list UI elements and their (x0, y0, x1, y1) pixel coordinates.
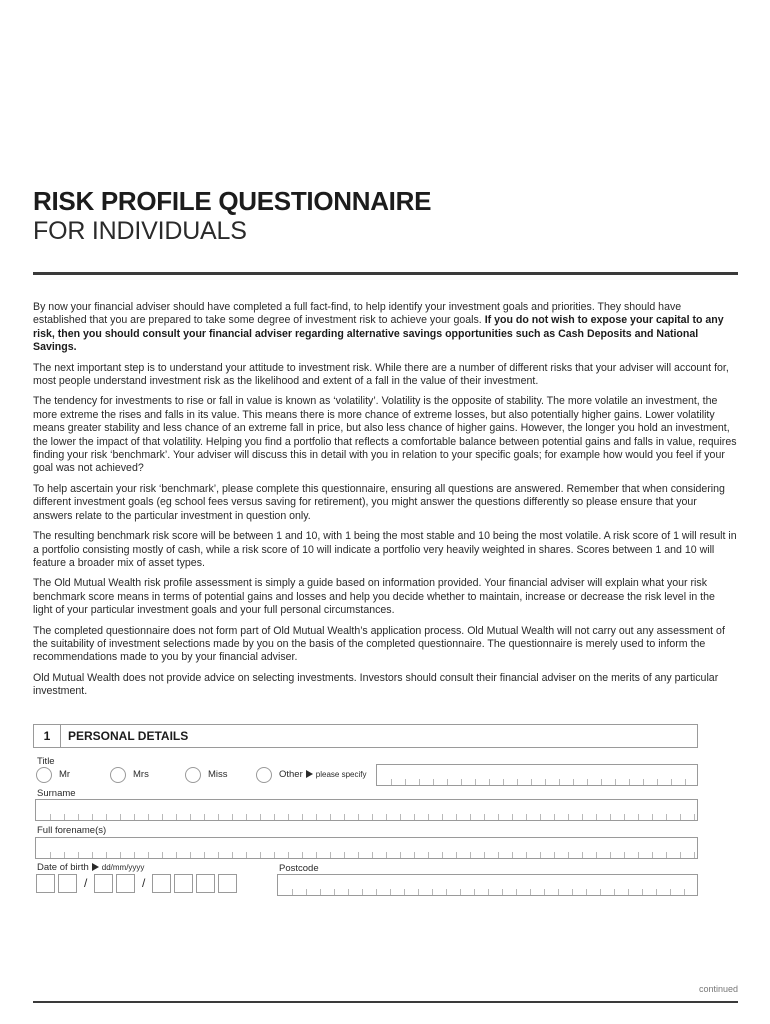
section-title: PERSONAL DETAILS (68, 729, 189, 743)
character-cell-divider (680, 852, 681, 858)
radio-label-mr: Mr (59, 769, 71, 780)
character-cell-divider (232, 852, 233, 858)
character-cell-divider (372, 852, 373, 858)
character-cell-divider (628, 889, 629, 895)
character-cell-divider (134, 852, 135, 858)
character-cell-divider (624, 814, 625, 820)
character-cell-divider (274, 852, 275, 858)
character-cell-divider (414, 814, 415, 820)
character-cell-divider (288, 852, 289, 858)
intro-paragraph: The resulting benchmark risk score will be between 1 and 10, with 1 being the most stable and 10 being the most volatile. A risk score of 1 will result in a portfolio consisting mostly of cash, while a risk score of 10 will indicate a portfolio very heavily weighted in shares. Scores between 1 and 10 will feature a broader mix of asset types. (33, 530, 737, 569)
date-separator: / (142, 876, 146, 890)
postcode-input[interactable] (277, 874, 698, 896)
character-cell-divider (386, 814, 387, 820)
character-cell-divider (447, 779, 448, 785)
character-cell-divider (418, 889, 419, 895)
dob-year-digit[interactable] (218, 874, 237, 893)
dob-day-digit[interactable] (36, 874, 55, 893)
character-cell-divider (400, 852, 401, 858)
character-cell-divider (376, 889, 377, 895)
character-cell-divider (246, 852, 247, 858)
dob-year-digit[interactable] (174, 874, 193, 893)
dob-month-digit[interactable] (116, 874, 135, 893)
character-cell-divider (531, 779, 532, 785)
character-cell-divider (498, 814, 499, 820)
character-cell-divider (316, 852, 317, 858)
character-cell-divider (316, 814, 317, 820)
character-cell-divider (666, 852, 667, 858)
character-cell-divider (656, 889, 657, 895)
character-cell-divider (433, 779, 434, 785)
radio-miss[interactable] (185, 767, 201, 783)
character-cell-divider (512, 852, 513, 858)
surname-input[interactable] (35, 799, 698, 821)
character-cell-divider (446, 889, 447, 895)
character-cell-divider (503, 779, 504, 785)
radio-label-miss: Miss (208, 769, 228, 780)
character-cell-divider (638, 814, 639, 820)
character-cell-divider (274, 814, 275, 820)
dob-year-digit[interactable] (152, 874, 171, 893)
intro-paragraph: The completed questionnaire does not form part of Old Mutual Wealth’s application process. Old Mutual Wealth will not carry out any assessment of the suitability of investment selections made by you on the basis of the completed questionnaire. The questionnaire is merely used to inform the recommendations made to you by your financial adviser. (33, 624, 725, 664)
character-cell-divider (652, 814, 653, 820)
character-cell-divider (302, 852, 303, 858)
radio-label-mrs: Mrs (133, 769, 149, 780)
character-cell-divider (554, 814, 555, 820)
character-cell-divider (596, 852, 597, 858)
character-cell-divider (461, 779, 462, 785)
character-cell-divider (474, 889, 475, 895)
character-cell-divider (601, 779, 602, 785)
character-cell-divider (330, 852, 331, 858)
character-cell-divider (582, 852, 583, 858)
character-cell-divider (404, 889, 405, 895)
continued-note: continued (698, 984, 738, 994)
character-cell-divider (92, 852, 93, 858)
character-cell-divider (148, 852, 149, 858)
character-cell-divider (106, 852, 107, 858)
character-cell-divider (540, 814, 541, 820)
intro-paragraph: Old Mutual Wealth does not provide advice on selecting investments. Investors should consult their financial adviser on the merits of any particular investment. (33, 671, 719, 698)
character-cell-divider (232, 814, 233, 820)
intro-paragraph: The next important step is to understand your attitude to investment risk. While there are a number of different risks that your adviser will account for, most people understand investment risk as the likelihood and extent of a fall in the value of their investment. (33, 361, 729, 388)
character-cell-divider (50, 852, 51, 858)
intro-text (33, 301, 737, 706)
surname-label: Surname (37, 788, 76, 799)
character-cell-divider (92, 814, 93, 820)
character-cell-divider (572, 889, 573, 895)
character-cell-divider (260, 814, 261, 820)
section-header-personal-details (33, 724, 698, 748)
character-cell-divider (502, 889, 503, 895)
character-cell-divider (582, 814, 583, 820)
character-cell-divider (260, 852, 261, 858)
character-cell-divider (670, 889, 671, 895)
header-divider (33, 272, 738, 275)
character-cell-divider (162, 852, 163, 858)
character-cell-divider (320, 889, 321, 895)
character-cell-divider (405, 779, 406, 785)
character-cell-divider (348, 889, 349, 895)
character-cell-divider (390, 889, 391, 895)
character-cell-divider (545, 779, 546, 785)
character-cell-divider (218, 852, 219, 858)
character-cell-divider (638, 852, 639, 858)
radio-label-other: Other please specify (279, 769, 367, 780)
character-cell-divider (498, 852, 499, 858)
character-cell-divider (629, 779, 630, 785)
character-cell-divider (400, 814, 401, 820)
intro-paragraph: To help ascertain your risk ‘benchmark’, please complete this questionnaire, ensuring all questions are answered. Remember that when considering different investment goals (eg school fees versus saving for retirement), you might answer the questions differently so please ensure that your answers relate to the particular investment in question only. (33, 482, 725, 522)
character-cell-divider (428, 852, 429, 858)
character-cell-divider (190, 814, 191, 820)
character-cell-divider (484, 814, 485, 820)
character-cell-divider (358, 852, 359, 858)
character-cell-divider (526, 852, 527, 858)
date-separator: / (84, 876, 88, 890)
page-title: RISK PROFILE QUESTIONNAIRE (33, 186, 432, 216)
arrow-right-icon (306, 770, 313, 778)
character-cell-divider (358, 814, 359, 820)
character-cell-divider (600, 889, 601, 895)
character-cell-divider (456, 814, 457, 820)
character-cell-divider (442, 852, 443, 858)
character-cell-divider (372, 814, 373, 820)
character-cell-divider (694, 852, 695, 858)
character-cell-divider (642, 889, 643, 895)
character-cell-divider (460, 889, 461, 895)
character-cell-divider (344, 814, 345, 820)
character-cell-divider (610, 814, 611, 820)
character-cell-divider (442, 814, 443, 820)
character-cell-divider (176, 852, 177, 858)
character-cell-divider (643, 779, 644, 785)
intro-warning: If you do not wish to expose your capital to any risk, then you should consult your financial adviser regarding alternative savings opportunities such as Cash Deposits and National Savings. (33, 314, 724, 354)
character-cell-divider (516, 889, 517, 895)
character-cell-divider (246, 814, 247, 820)
character-cell-divider (489, 779, 490, 785)
dob-hint: dd/mm/yyyy (101, 863, 145, 872)
character-cell-divider (475, 779, 476, 785)
character-cell-divider (694, 814, 695, 820)
character-cell-divider (148, 814, 149, 820)
character-cell-divider (587, 779, 588, 785)
character-cell-divider (671, 779, 672, 785)
character-cell-divider (428, 814, 429, 820)
section-number: 1 (34, 725, 61, 747)
character-cell-divider (330, 814, 331, 820)
postcode-label: Postcode (279, 863, 319, 874)
arrow-right-icon (92, 863, 99, 871)
character-cell-divider (391, 779, 392, 785)
dob-month-digit[interactable] (94, 874, 113, 893)
character-cell-divider (530, 889, 531, 895)
intro-paragraph: The tendency for investments to rise or fall in value is known as ‘volatility’. Volatility is the opposite of stability. The more volatile an investment, the more extreme the rises and falls in its value. This means there is more chance of extreme losses, but also potentially higher gains. Lower volatility means greater stability and less chance of an extreme fall in price, but also less chance of higher gains. However, the longer you hold an investment, the lower the impact of that volatility. Helping you find a portfolio that reflects a comfortable balance between potential gains and falls in value, requires finding your risk ‘benchmark’. Your adviser will discuss this in detail with you in relation to your specific goals; for example how would you feel if your goal was not achieved? (33, 395, 737, 475)
footer-divider (33, 1001, 738, 1003)
character-cell-divider (568, 814, 569, 820)
character-cell-divider (78, 852, 79, 858)
character-cell-divider (554, 852, 555, 858)
character-cell-divider (470, 814, 471, 820)
character-cell-divider (218, 814, 219, 820)
character-cell-divider (302, 814, 303, 820)
intro-paragraph: By now your financial adviser should have completed a full fact-find, to help identify your investment goals and priorities. They should have established that you are prepared to take some degree of investment risk to achieve your goals. If you do not wish to expose your capital to any risk, then you should consult your financial adviser regarding alternative savings opportunities such as Cash Deposits and National Savings. (33, 301, 724, 354)
character-cell-divider (610, 852, 611, 858)
character-cell-divider (292, 889, 293, 895)
character-cell-divider (456, 852, 457, 858)
character-cell-divider (120, 814, 121, 820)
character-cell-divider (344, 852, 345, 858)
intro-paragraph: The Old Mutual Wealth risk profile assessment is simply a guide based on information provided. Your financial adviser will explain what your risk benchmark score means in terms of potential gains and losses and help you decide whether to maintain, increase or decrease the risk level in the light of your particular investment goals and your full personal circumstances. (33, 577, 715, 617)
character-cell-divider (614, 889, 615, 895)
character-cell-divider (386, 852, 387, 858)
character-cell-divider (414, 852, 415, 858)
character-cell-divider (64, 814, 65, 820)
page-subtitle: FOR INDIVIDUALS (33, 217, 247, 245)
character-cell-divider (432, 889, 433, 895)
title-label: Title (37, 756, 55, 767)
dob-day-digit[interactable] (58, 874, 77, 893)
title-other-input[interactable] (376, 764, 698, 786)
character-cell-divider (488, 889, 489, 895)
forenames-label: Full forename(s) (37, 825, 107, 836)
character-cell-divider (204, 852, 205, 858)
character-cell-divider (596, 814, 597, 820)
character-cell-divider (120, 852, 121, 858)
character-cell-divider (484, 852, 485, 858)
character-cell-divider (162, 814, 163, 820)
character-cell-divider (586, 889, 587, 895)
character-cell-divider (624, 852, 625, 858)
character-cell-divider (652, 852, 653, 858)
character-cell-divider (615, 779, 616, 785)
radio-mr[interactable] (36, 767, 52, 783)
character-cell-divider (568, 852, 569, 858)
character-cell-divider (50, 814, 51, 820)
character-cell-divider (559, 779, 560, 785)
character-cell-divider (558, 889, 559, 895)
character-cell-divider (190, 852, 191, 858)
character-cell-divider (64, 852, 65, 858)
character-cell-divider (334, 889, 335, 895)
character-cell-divider (306, 889, 307, 895)
character-cell-divider (666, 814, 667, 820)
character-cell-divider (419, 779, 420, 785)
character-cell-divider (684, 889, 685, 895)
forenames-input[interactable] (35, 837, 698, 859)
other-hint: please specify (315, 770, 367, 779)
character-cell-divider (78, 814, 79, 820)
character-cell-divider (657, 779, 658, 785)
character-cell-divider (680, 814, 681, 820)
dob-label: Date of birth dd/mm/yyyy (37, 862, 145, 873)
character-cell-divider (573, 779, 574, 785)
character-cell-divider (544, 889, 545, 895)
character-cell-divider (362, 889, 363, 895)
character-cell-divider (526, 814, 527, 820)
character-cell-divider (470, 852, 471, 858)
character-cell-divider (204, 814, 205, 820)
character-cell-divider (134, 814, 135, 820)
radio-mrs[interactable] (110, 767, 126, 783)
character-cell-divider (685, 779, 686, 785)
dob-year-digit[interactable] (196, 874, 215, 893)
radio-other[interactable] (256, 767, 272, 783)
character-cell-divider (540, 852, 541, 858)
character-cell-divider (176, 814, 177, 820)
character-cell-divider (517, 779, 518, 785)
character-cell-divider (288, 814, 289, 820)
character-cell-divider (512, 814, 513, 820)
character-cell-divider (106, 814, 107, 820)
